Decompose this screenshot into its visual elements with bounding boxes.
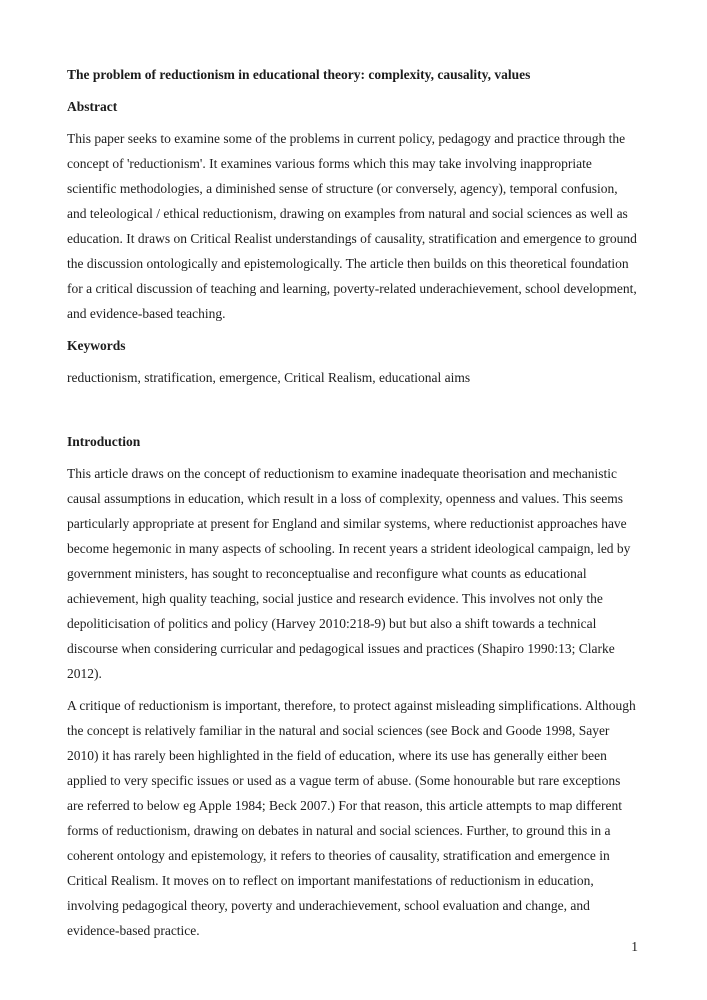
introduction-paragraph-2: A critique of reductionism is important, therefore, to protect against misleading simplifications. Although the concept is relatively familiar in the natural and social sciences (see Bock and Goode 1998, Sayer 2010) it has rarely been highlighted in the field of education, where its use has generally either been applied to very specific issues or used as a vague term of abuse. (Some honourable but rare exceptions are referred to below eg Apple 1984; Beck 2007.) For that reason, this article attempts to map different forms of reductionism, drawing on debates in natural and social sciences. Further, to ground this in a coherent ontology and epistemology, it refers to theories of causality, stratification and emergence in Critical Realism. It moves on to reflect on important manifestations of reductionism in education, involving pedagogical theory, poverty and underachievement, school evaluation and change, and evidence-based practice.: [67, 698, 636, 938]
paper-title: The problem of reductionism in educational theory: complexity, causality, values: [67, 67, 531, 82]
introduction-heading: Introduction: [67, 434, 141, 449]
introduction-paragraph-1: This article draws on the concept of reductionism to examine inadequate theorisation and mechanistic causal assumptions in education, which result in a loss of complexity, openness and values. This seems particularly appropriate at present for England and similar systems, where reductionist approaches have become hegemonic in many aspects of schooling. In recent years a strident ideological campaign, led by government ministers, has sought to reconceptualise and reconfigure what counts as educational achievement, high quality teaching, social justice and research evidence. This involves not only the depoliticisation of politics and policy (Harvey 2010:218-9) but but also a shift towards a technical discourse when considering curricular and pedagogical issues and practices (Shapiro 1990:13; Clarke 2012).: [67, 466, 631, 681]
abstract-heading: Abstract: [67, 99, 118, 114]
section-gap: [67, 397, 640, 429]
page-number: 1: [631, 939, 638, 954]
keywords-heading: Keywords: [67, 338, 126, 353]
abstract-text: This paper seeks to examine some of the problems in current policy, pedagogy and practice through the concept of 'reductionism'. It examines various forms which this may take involving inappropriate scientific methodologies, a diminished sense of structure (or conversely, agency), temporal confusion, and teleological / ethical reductionism, drawing on examples from natural and social sciences as well as education. It draws on Critical Realist understandings of causality, stratification and emergence to ground the discussion ontologically and epistemologically. The article then builds on this theoretical foundation for a critical discussion of teaching and learning, poverty-related underachievement, school development, and evidence-based teaching.: [67, 131, 637, 321]
keywords-text: reductionism, stratification, emergence, Critical Realism, educational aims: [67, 370, 471, 385]
